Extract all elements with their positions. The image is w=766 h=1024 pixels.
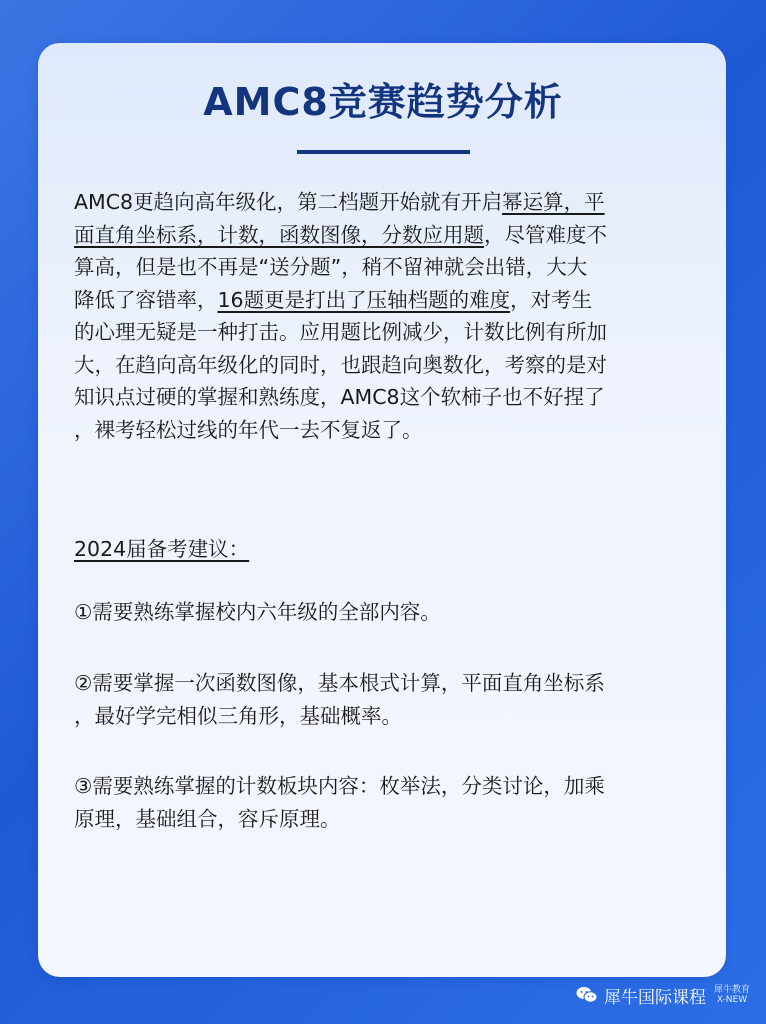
text-segment: 降低了容错率，	[74, 287, 218, 312]
text-segment: AMC8更趋向高年级化，第二档题开始就有开启	[74, 190, 503, 214]
text-segment: ，尽管难度不	[484, 222, 607, 247]
paragraph-line: ，裸考轻松过线的年代一去不复返了。	[74, 417, 423, 442]
underlined-text: 面直角坐标系，计数，函数图像，分数应用题	[74, 222, 484, 247]
account-watermark	[576, 980, 752, 1010]
paragraph-line: 算高，但是也不再是“送分题”，稍不留神就会出错，大大	[74, 255, 588, 279]
advice-item-1	[74, 596, 714, 629]
rhino-logo-icon	[712, 980, 752, 1010]
underlined-text: 幂运算，平	[502, 190, 605, 214]
logo-text-bottom: X-NEW	[716, 995, 748, 1005]
account-name: 犀牛国际课程	[604, 987, 706, 1008]
paragraph-line	[74, 186, 704, 219]
paragraph-line: 的心理无疑是一种打击。应用题比例减少，计数比例有所加	[74, 320, 607, 344]
text-segment: ，对考生	[510, 287, 593, 312]
advice-line: 原理，基础组合，容斥原理。	[74, 807, 341, 831]
content-card	[38, 43, 726, 977]
advice-line: ，最好学完相似三角形，基础概率。	[74, 704, 402, 728]
title-underline	[297, 150, 470, 154]
trend-paragraph	[74, 186, 704, 446]
logo-text-top: 犀牛教育	[713, 985, 750, 995]
advice-line: ③需要熟练掌握的计数板块内容：枚举法，分类讨论，加乘	[74, 774, 605, 798]
advice-line: ①需要熟练掌握校内六年级的全部内容。	[74, 600, 441, 624]
underlined-text: 16题更是打出了压轴档题的难度	[217, 287, 511, 312]
paragraph-line	[74, 219, 704, 252]
advice-item-3	[74, 770, 714, 836]
advice-item-2	[74, 667, 714, 733]
advice-heading: 2024届备考建议：	[74, 537, 250, 561]
wechat-icon	[576, 986, 598, 1004]
page-title: AMC8竞赛趋势分析	[203, 80, 563, 124]
advice-line: ②需要掌握一次函数图像，基本根式计算，平面直角坐标系	[74, 671, 605, 695]
paragraph-line: 知识点过硬的掌握和熟练度，AMC8这个软柿子也不好捏了	[74, 385, 605, 409]
paragraph-line: 大，在趋向高年级化的同时，也跟趋向奥数化，考察的是对	[74, 352, 607, 377]
paragraph-line	[74, 284, 704, 317]
